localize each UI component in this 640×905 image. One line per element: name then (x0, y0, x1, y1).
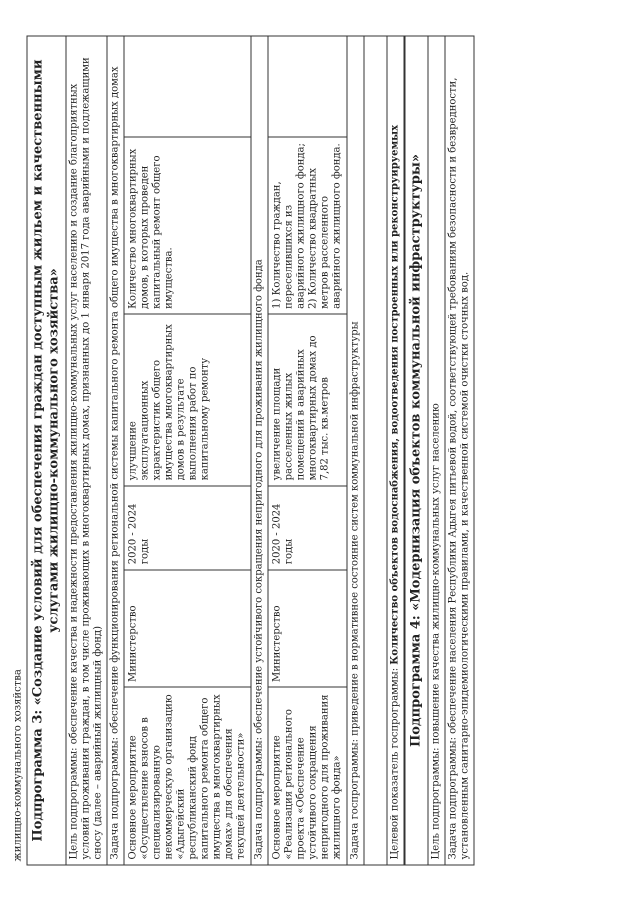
continued-text: жилищно-коммунального хозяйства (12, 668, 23, 861)
result-cell: улучшение эксплуатационных характеристик общего имущества многоквартирных домов в результате выполнения работ по капитальному ремонту (124, 313, 250, 485)
executor-cell: Министерство (268, 569, 346, 687)
subprogram-4-goal: Цель подпрограммы: повышение качества жилищно-коммунальных услуг населению (428, 35, 445, 865)
empty-cell (268, 36, 346, 136)
target-label: Целевой показатель госпрограммы: (389, 667, 400, 859)
measure-cell: Основное мероприятие «Осуществление взносов в специализированную некоммерческую организацию «Адыгейский республиканский фонд капитального ремонта общего имущества в многоквартирных домах» для обеспечения текущей деятельности» (124, 686, 250, 864)
result-cell: увеличение площади расселенных жилых помещений в аварийных многоквартирных домах до 7,82 тыс. кв.метров (268, 313, 346, 485)
subprogram-3-title: Подпрограмма 3: «Создание условий для обеспечения граждан доступным жильем и качественными услугами жилищно-коммунального хозяйства» (26, 35, 66, 865)
target-value: Количество объектов водоснабжения, водоотведения построенных или реконструируемых (389, 124, 400, 665)
subprogram-4-title: Подпрограмма 4: «Модернизация объектов коммунальной инфраструктуры» (404, 35, 428, 865)
spacer-row (364, 35, 387, 865)
subprogram-3-goal: Цель подпрограммы: обеспечение качества и надежности предоставления жилищно-коммунальных услуг населению и создание благоприятных условий проживания граждан, в том числе проживающих в многоквартирных домах, признанных до 1 января 2017 года аварийными и подлежащими сносу (далее – аварийный жилищный фонд) (66, 35, 107, 865)
program-table (12, 35, 474, 865)
task-capital-repair: Задача подпрограммы: обеспечение функционирования региональной системы капитального ремонта общего имущества в многоквартирных домах (107, 35, 124, 865)
task-housing-fund: Задача подпрограммы: обеспечение устойчивого сокращения непригодного для проживания жилищного фонда (251, 35, 268, 865)
period-cell: 2020 - 2024 годы (268, 485, 346, 569)
state-program-task: Задача госпрограммы: приведение в нормативное состояние систем коммунальной инфраструктуры (347, 35, 364, 865)
period-cell: 2020 - 2024 годы (124, 485, 250, 569)
table-row (268, 35, 347, 865)
subprogram-4-task: Задача подпрограммы: обеспечение населения Республики Адыгея питьевой водой, соответствующей требованиям безопасности и безвредности, установленным санитарно-эпидемиологическими правилами, и качественной системой очистки сточных вод. (445, 35, 474, 865)
measure-cell: Основное мероприятие «Реализация регионального проекта «Обеспечение устойчивого сокращения непригодного для проживания жилищного фонда» (268, 686, 346, 864)
indicator-cell: 1) Количество граждан, переселившихся из аварийного жилищного фонда; 2) Количество квадратных метров расселенного аварийного жилищного фонда. (268, 136, 346, 314)
table-row (124, 35, 251, 865)
indicator-cell: Количество многоквартирных домов, в которых проведен капитальный ремонт общего имущества. (124, 136, 250, 314)
empty-cell (124, 36, 250, 136)
state-program-target (387, 35, 404, 865)
executor-cell: Министерство (124, 569, 250, 687)
